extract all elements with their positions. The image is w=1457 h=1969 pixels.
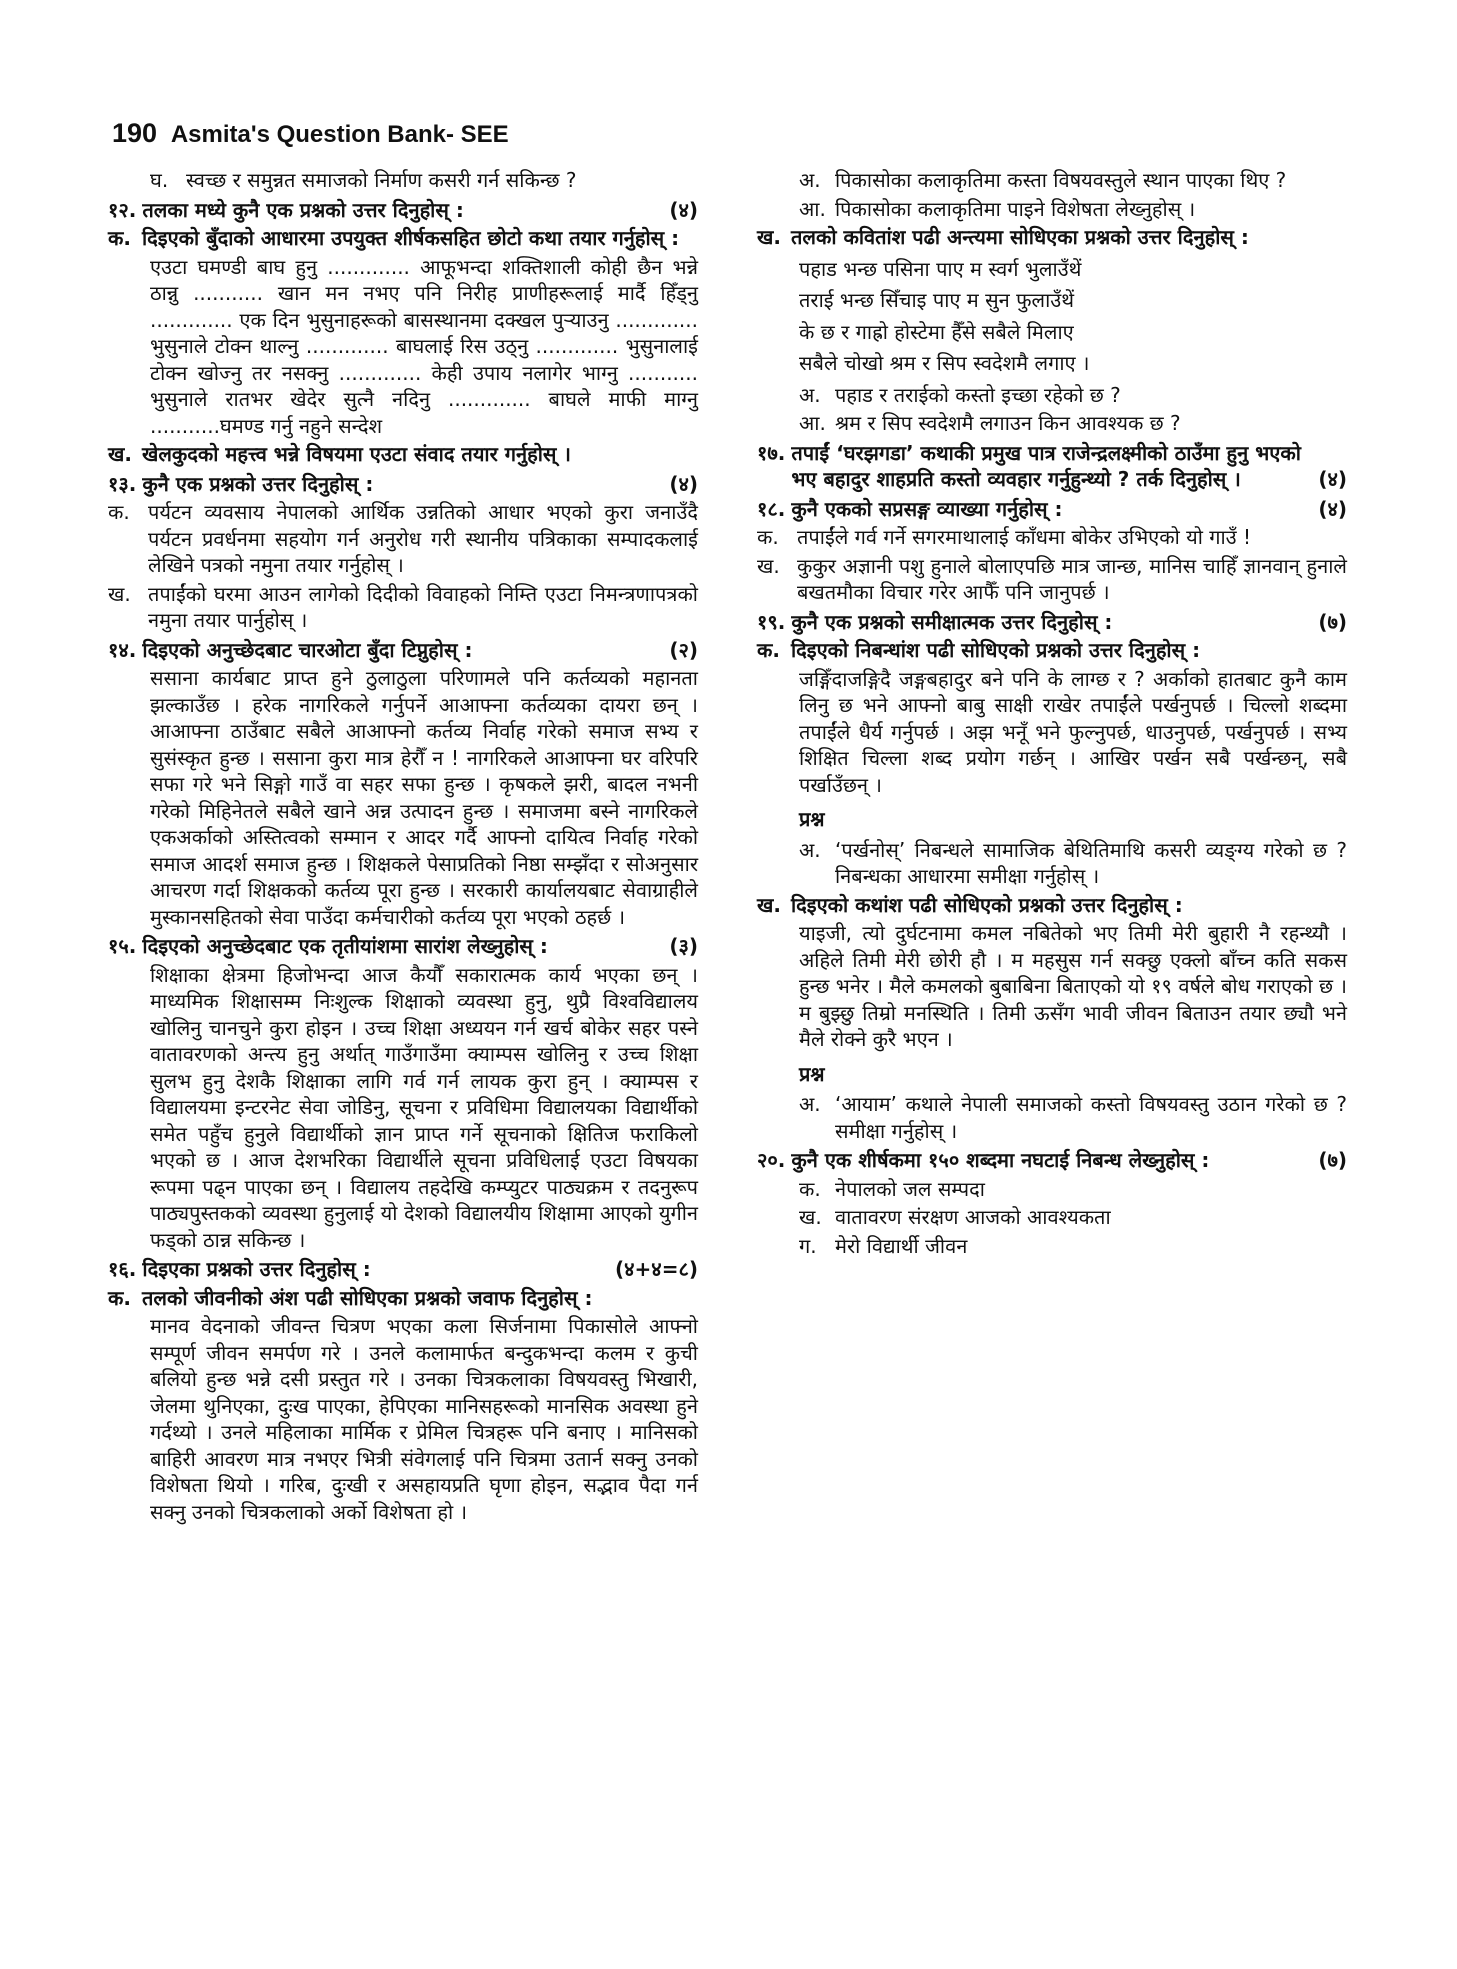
- item-text: मेरो विद्यार्थी जीवन: [835, 1233, 968, 1258]
- question-20-heading: [757, 1147, 1347, 1174]
- item-number: क.: [757, 525, 779, 549]
- item-text: ‘आयाम’ कथाले नेपाली समाजको कस्तो विषयवस्तु उठान गरेको छ ? समीक्षा गर्नुहोस् ।: [835, 1092, 1347, 1143]
- question-text: तपाईं ‘घरझगडा’ कथाकी प्रमुख पात्र राजेन्द्रलक्ष्मीको ठाउँमा हुनु भएको भए बहादुर शाहप्रति कस्तो व्यवहार गर्नुहुन्थ्यो ? तर्क दिनुहोस् ।: [791, 440, 1301, 491]
- question-19-ka: [757, 637, 1347, 664]
- subquestion-number: ख.: [108, 442, 132, 466]
- question-19-heading: [757, 609, 1347, 636]
- question-number: १४.: [108, 637, 137, 662]
- essay-topic: [757, 1176, 1347, 1203]
- item-number: अ.: [799, 168, 821, 192]
- item-text: कुकुर अज्ञानी पशु हुनाले बोलाएपछि मात्र जान्छ, मानिस चाहिँ ज्ञानवान् हुनाले बखतमौका विचार गरेर आफैँ पनि जानुपर्छ ।: [797, 553, 1347, 604]
- item-number: अ.: [799, 382, 821, 407]
- question-12-kha: [108, 441, 698, 468]
- item-number: आ.: [799, 411, 826, 435]
- question-16-heading: [108, 1256, 698, 1283]
- question-11-gha: [108, 167, 698, 194]
- question-13-ka: [108, 499, 698, 579]
- question-18-kha: [757, 553, 1347, 606]
- subquestion-text: दिइएको निबन्धांश पढी सोधिएको प्रश्नको उत्तर दिनुहोस् :: [791, 638, 1201, 662]
- question-19-kha-a: [757, 1091, 1347, 1144]
- question-16-ka: [108, 1285, 698, 1312]
- item-number: क.: [108, 500, 130, 524]
- poem-line: तराई भन्छ सिँचाइ पाए म सुन फुलाउँथें: [799, 288, 1075, 312]
- question-marks: (७): [1318, 609, 1347, 634]
- question-number: १२.: [108, 197, 137, 222]
- poem-line: सबैले चोखो श्रम र सिप स्वदेशमै लगाए ।: [799, 351, 1090, 375]
- question-13-kha: [108, 581, 698, 634]
- question-text: कुनै एक प्रश्नको उत्तर दिनुहोस् :: [142, 471, 374, 496]
- question-marks: (४): [669, 471, 698, 496]
- question-13-heading: [108, 471, 698, 498]
- item-text: पिकासोका कलाकृतिमा पाइने विशेषता लेख्नुहोस् ।: [835, 196, 1196, 221]
- question-label: प्रश्न: [799, 1061, 825, 1086]
- item-text: तपाईंले गर्व गर्ने सगरमाथालाई काँधमा बोकेर उभिएको यो गाउँ !: [797, 525, 1252, 549]
- item-text: नेपालको जल सम्पदा: [835, 1176, 985, 1201]
- question-15-heading: [108, 933, 698, 960]
- question-number: १७.: [757, 440, 786, 465]
- question-marks: (२): [669, 637, 698, 662]
- subquestion-number: ख.: [757, 225, 781, 249]
- page-number: 190: [112, 118, 158, 148]
- question-number: १६.: [108, 1257, 137, 1281]
- page-header: [112, 118, 509, 149]
- question-marks: (७): [1318, 1148, 1347, 1172]
- question-number: १८.: [757, 496, 786, 521]
- question-16-kha-a: [757, 382, 1347, 409]
- question-16-kha: [757, 224, 1347, 251]
- essay-topic: [757, 1204, 1347, 1231]
- question-marks: (३): [669, 934, 698, 958]
- item-number: घ.: [150, 168, 169, 192]
- item-number: ख.: [757, 553, 780, 578]
- item-text: तपाईंको घरमा आउन लागेको दिदीको विवाहको निम्ति एउटा निमन्त्रणापत्रको नमुना तयार पार्नुहोस् ।: [148, 581, 698, 632]
- item-number: ख.: [108, 581, 131, 606]
- question-text: कुनै एक शीर्षकमा १५० शब्दमा नघटाई निबन्ध लेख्नुहोस् :: [791, 1148, 1210, 1172]
- question-text: दिइएको अनुच्छेदबाट चारओटा बुँदा टिप्नुहोस् :: [142, 637, 473, 662]
- question-19-kha: [757, 892, 1347, 919]
- question-12-heading: [108, 197, 698, 224]
- question-number: १९.: [757, 609, 786, 634]
- subquestion-number: ख.: [757, 892, 781, 917]
- question-text: कुनै एक प्रश्नको समीक्षात्मक उत्तर दिनुहोस् :: [791, 609, 1113, 634]
- right-column: [757, 165, 1347, 1261]
- subquestion-number: क.: [757, 638, 780, 662]
- item-text: पर्यटन व्यवसाय नेपालको आर्थिक उन्नतिको आधार भएको कुरा जनाउँदै पर्यटन प्रवर्धनमा सहयोग गर्न अनुरोध गरी स्थानीय पत्रिकाका सम्पादकलाई लेखिने पत्रको नमुना तयार गर्नुहोस् ।: [148, 500, 698, 577]
- subquestion-text: दिइएको कथांश पढी सोधिएको प्रश्नको उत्तर दिनुहोस् :: [791, 892, 1183, 917]
- subquestion-text: तलको जीवनीको अंश पढी सोधिएका प्रश्नको जवाफ दिनुहोस् :: [142, 1285, 593, 1310]
- question-number: १३.: [108, 471, 137, 496]
- item-number: ग.: [799, 1233, 817, 1258]
- biography-passage: मानव वेदनाको जीवन्त चित्रण भएका कला सिर्जनामा पिकासोले आफ्नो सम्पूर्ण जीवन समर्पण गरे । उनले कलामार्फत बन्दुकभन्दा कलम र कुची बलियो हुन्छ भन्ने दसी प्रस्तुत गरे । उनका चित्रकलाका विषयवस्तु भिखारी, जेलमा थुनिएका, दुःख पाएका, हेपिएका मानिसहरूको मानसिक अवस्था हुने गर्दथ्यो । उनले महिलाका मार्मिक र प्रेमिल चित्रहरू पनि बनाए । मानिसको बाहिरी आवरण मात्र नभएर भित्री संवेगलाई पनि चित्रमा उतार्न सक्नु उनको विशेषता थियो । गरिब, दुःखी र असहायप्रति घृणा होइन, सद्भाव पैदा गर्न सक्नु उनको चित्रकलाको अर्को विशेषता हो ।: [150, 1314, 698, 1524]
- question-14-paragraph: ससाना कार्यबाट प्राप्त हुने ठुलाठुला परिणामले पनि कर्तव्यको महानता झल्काउँछ । हरेक नागरिकले गर्नुपर्ने आआफ्ना कर्तव्यका दायरा छन् । आआफ्ना ठाउँबाट सबैले आआफ्नो कर्तव्य निर्वाह गरेको समाज सभ्य र सुसंस्कृत हुन्छ । ससाना कुरा मात्र हेरौँ न ! नागरिकले आआफ्ना घर वरिपरि सफा गरे भने सिङ्गो गाउँ वा सहर सफा हुन्छ । कृषकले झरी, बादल नभनी गरेको मिहिनेतले सबैले खाने अन्न उत्पादन हुन्छ । समाजमा बस्ने नागरिकले एकअर्काको अस्तित्वको सम्मान र आदर गर्दै आफ्नो दायित्व निर्वाह गरेको समाज आदर्श समाज हुन्छ । शिक्षकले पेसाप्रतिको निष्ठा सम्झँदा र सोअनुसार आचरण गर्दा शिक्षकको कर्तव्य पूरा हुन्छ । सरकारी कार्यालयबाट सेवाग्राहीले मुस्कानसहितको सेवा पाउँदा कर्मचारीको कर्तव्य पूरा भएको ठहर्छ ।: [150, 666, 698, 929]
- question-text: दिइएका प्रश्नको उत्तर दिनुहोस् :: [142, 1257, 371, 1281]
- item-text: पिकासोका कलाकृतिमा कस्ता विषयवस्तुले स्थान पाएका थिए ?: [835, 168, 1287, 192]
- subquestion-number: क.: [108, 1285, 131, 1310]
- question-number: २०.: [757, 1148, 786, 1172]
- item-number: क.: [799, 1176, 821, 1201]
- question-19-ka-a: [757, 837, 1347, 890]
- question-number: १५.: [108, 934, 137, 958]
- question-18-ka: [757, 524, 1347, 551]
- question-14-heading: [108, 637, 698, 664]
- subquestion-text: दिइएको बुँदाको आधारमा उपयुक्त शीर्षकसहित छोटो कथा तयार गर्नुहोस् :: [142, 226, 680, 250]
- question-16-ka-a: [757, 167, 1347, 194]
- question-15-paragraph: शिक्षाका क्षेत्रमा हिजोभन्दा आज कैयौँ सकारात्मक कार्य भएका छन् । माध्यमिक शिक्षासम्म निःशुल्क शिक्षाको व्यवस्था हुनु, थुप्रै विश्वविद्यालय खोलिनु चानचुने कुरा होइन । उच्च शिक्षा अध्ययन गर्न खर्च बोकेर सहर पस्ने वातावरणको अन्त्य हुनु अर्थात् गाउँगाउँमा क्याम्पस खोलिनु र उच्च शिक्षा सुलभ हुनु देशकै शिक्षाका लागि गर्व गर्न लायक कुरा हुन् । क्याम्पस र विद्यालयमा इन्टरनेट सेवा जोडिनु, सूचना र प्रविधिमा विद्यालयका विद्यार्थीको समेत पहुँच हुनुले विद्यार्थीको ज्ञान प्राप्त गर्ने सूचनाको क्षितिज फराकिलो भएको छ । आज देशभरिका विद्यार्थीले सूचना प्रविधिलाई एउटा विषयका रूपमा पढ्न पाएका छन् । विद्यालय तहदेखि कम्प्युटर पाठ्यक्रम र तदनुरूप पाठ्यपुस्तकको व्यवस्था हुनुलाई यो देशको विद्यालयीय शिक्षामा आएको युगीन फड्को ठान्न सकिन्छ ।: [150, 962, 698, 1252]
- question-17-heading: [757, 440, 1347, 493]
- item-text: पहाड र तराईको कस्तो इच्छा रहेको छ ?: [835, 382, 1121, 407]
- question-marks: (४): [669, 197, 698, 222]
- question-label: प्रश्न: [799, 807, 825, 831]
- item-text: स्वच्छ र समुन्नत समाजको निर्माण कसरी गर्न सकिन्छ ?: [186, 168, 577, 192]
- item-number: अ.: [799, 1092, 821, 1116]
- story-passage: याइजी, त्यो दुर्घटनामा कमल नबितेको भए तिमी मेरी बुहारी नै रहन्थ्यौ । अहिले तिमी मेरी छोरी हौ । म महसुस गर्न सक्छु एक्लो बाँच्न कति सकस हुन्छ भनेर । मैले कमलको बुबाबिना बिताएको यो १९ वर्षले बोध गराएको छ । म बुझ्छु तिम्रो मनस्थिति । तिमी ऊसँग भावी जीवन बिताउन तयार छ्यौ भने मैले रोक्ने कुरै भएन ।: [799, 921, 1347, 1051]
- book-title: Asmita's Question Bank- SEE: [170, 121, 509, 148]
- left-column: [108, 165, 698, 1527]
- question-marks: (४): [1318, 496, 1347, 521]
- subquestion-text: खेलकुदको महत्त्व भन्ने विषयमा एउटा संवाद तयार गर्नुहोस् ।: [142, 442, 571, 466]
- item-text: वातावरण संरक्षण आजको आवश्यकता: [835, 1205, 1111, 1229]
- story-outline-points: एउटा घमण्डी बाघ हुनु ............. आफूभन्दा शक्तिशाली कोही छैन भन्ने ठान्नु ........... खान मन नभए पनि निरीह प्राणीहरूलाई मार्दै हिँड्नु ............. एक दिन भुसुनाहरूको बासस्थानमा दक्खल पुऱ्याउनु ............. भुसुनाले टोक्न थाल्नु ............. बाघलाई रिस उठ्नु ............. भुसुनालाई टोक्न खोज्नु तर नसक्नु ............. केही उपाय नलागेर भाग्नु ........... भुसुनाले रातभर खेदेर सुत्नै नदिनु ............. बाघले माफी माग्नु ...........घमण्ड गर्नु नहुने सन्देश: [150, 254, 698, 438]
- item-number: आ.: [799, 196, 826, 221]
- question-18-heading: [757, 496, 1347, 523]
- poem-line: पहाड भन्छ पसिना पाए म स्वर्ग भुलाउँथें: [799, 256, 1082, 281]
- item-text: ‘पर्खनोस्’ निबन्धले सामाजिक बेथितिमाथि कसरी व्यङ्ग्य गरेको छ ? निबन्धका आधारमा समीक्षा गर्नुहोस् ।: [835, 837, 1347, 888]
- poem-line: के छ र गाह्रो होस्टेमा हैँसे सबैले मिलाए: [799, 319, 1074, 344]
- item-number: अ.: [799, 837, 821, 862]
- question-12-ka: [108, 225, 698, 252]
- subquestion-text: तलको कवितांश पढी अन्त्यमा सोधिएका प्रश्नको उत्तर दिनुहोस् :: [791, 225, 1249, 249]
- essay-topic: [757, 1233, 1347, 1260]
- item-text: श्रम र सिप स्वदेशमै लगाउन किन आवश्यक छ ?: [835, 411, 1181, 435]
- question-text: तलका मध्ये कुनै एक प्रश्नको उत्तर दिनुहोस् :: [142, 197, 464, 222]
- subquestion-number: क.: [108, 226, 131, 250]
- question-marks: (४+४=८): [615, 1257, 698, 1281]
- question-text: दिइएको अनुच्छेदबाट एक तृतीयांशमा सारांश लेख्नुहोस् :: [142, 934, 548, 958]
- question-marks: (४): [1318, 467, 1347, 491]
- question-16-ka-aa: [757, 196, 1347, 223]
- question-text: कुनै एकको सप्रसङ्ग व्याख्या गर्नुहोस् :: [791, 496, 1063, 521]
- question-16-kha-aa: [757, 410, 1347, 437]
- item-number: ख.: [799, 1205, 822, 1229]
- essay-passage: जङ्गिँदाजङ्गिदै जङ्गबहादुर बने पनि के लाग्छ र ? अर्काको हातबाट कुनै काम लिनु छ भने आफ्नो बाबु साक्षी राखेर तपाईंले पर्खनुपर्छ । चिल्लो शब्दमा तपाईंले धैर्य गर्नुपर्छ । अझ भनूँ भने फुल्नुपर्छ, धाउनुपर्छ, पर्खनुपर्छ । सभ्य शिक्षित चिल्ला शब्द प्रयोग गर्छन् । आखिर पर्खन सबै पर्खन्छन्, सबै पर्खाउँछन् ।: [799, 666, 1347, 797]
